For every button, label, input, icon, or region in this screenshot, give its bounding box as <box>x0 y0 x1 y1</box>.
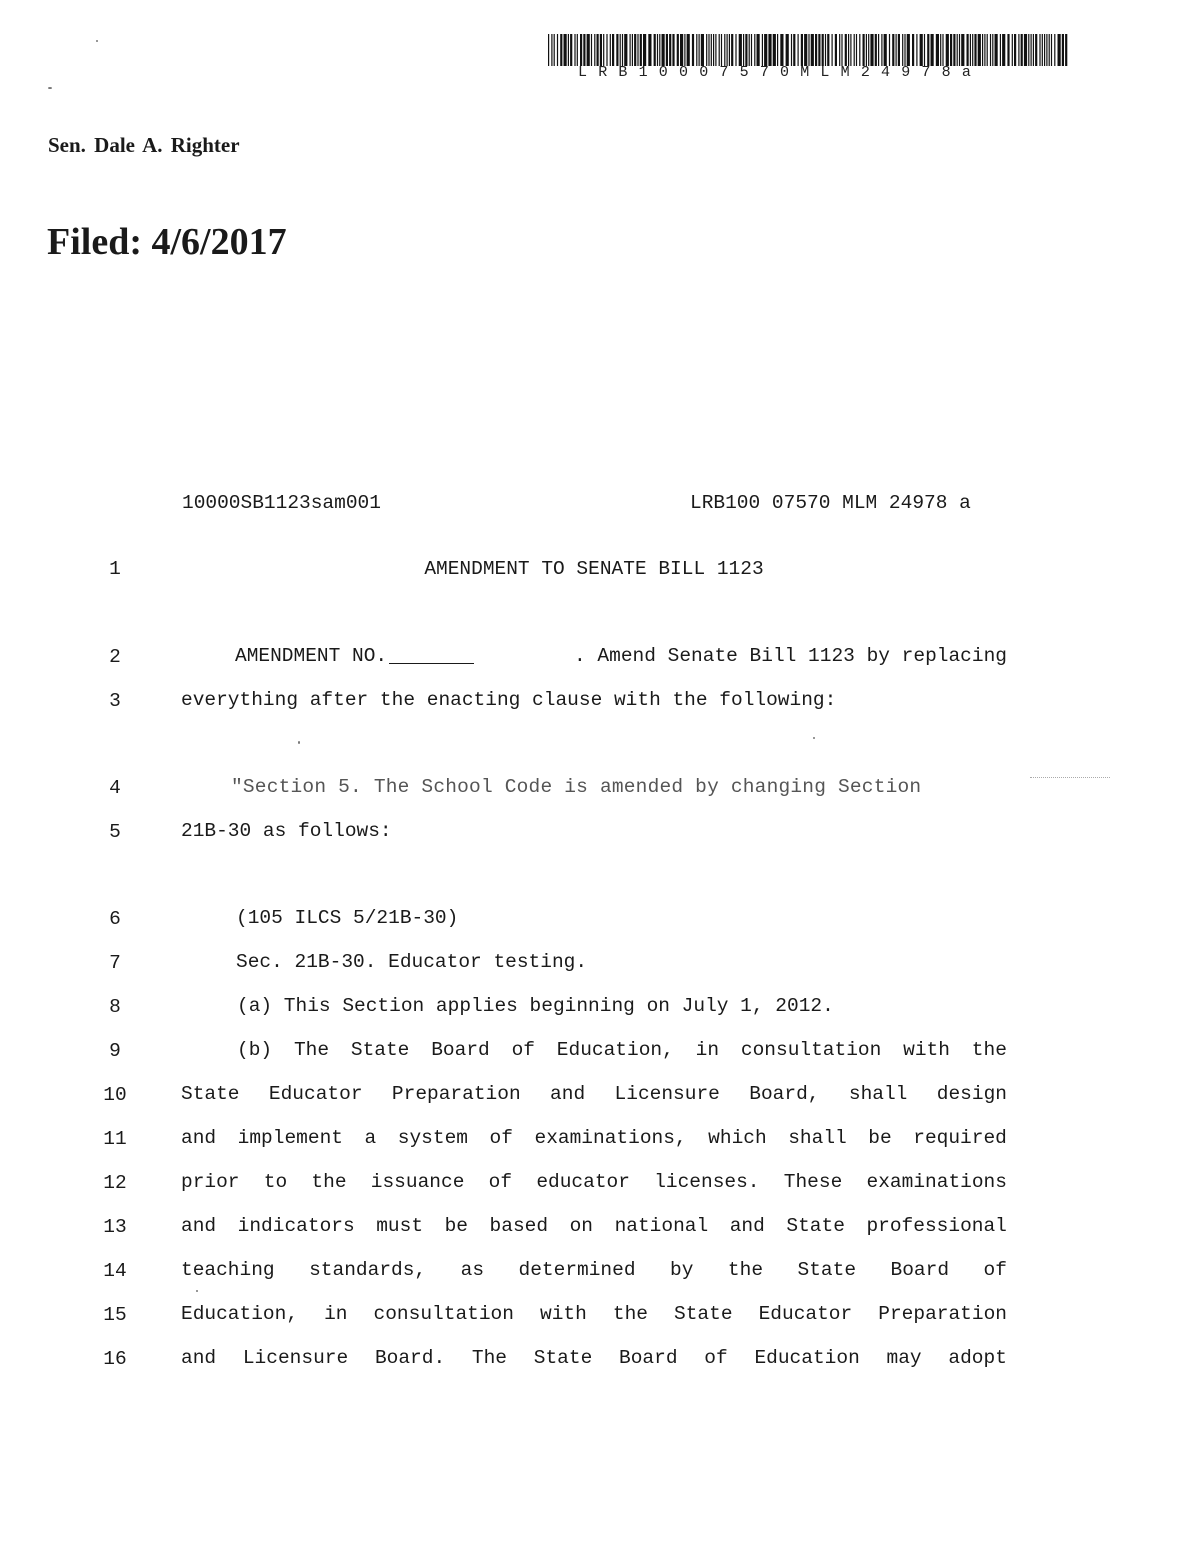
word: in <box>324 1303 348 1325</box>
word: teaching <box>181 1259 275 1281</box>
barcode-bar <box>881 34 882 66</box>
barcode-bar <box>1051 34 1052 66</box>
word: The <box>471 1347 508 1369</box>
barcode-bar <box>751 34 752 66</box>
barcode-bar <box>811 34 814 66</box>
barcode-bar <box>946 34 949 66</box>
barcode-bar <box>659 34 660 66</box>
barcode-bar <box>600 34 602 66</box>
word: with <box>540 1303 587 1325</box>
barcode-bar <box>711 34 712 66</box>
barcode-bar <box>692 34 694 66</box>
barcode-bar <box>648 34 651 66</box>
barcode-bar <box>1044 34 1045 66</box>
barcode-bar <box>564 34 567 66</box>
barcode-bar <box>1035 34 1037 66</box>
barcode-bar <box>657 34 658 66</box>
word: standards, <box>309 1259 427 1281</box>
barcode-bar <box>587 34 590 66</box>
barcode-bar <box>902 34 903 66</box>
section-heading: Sec. 21B-30. Educator testing. <box>236 951 588 973</box>
barcode-bar <box>643 34 646 66</box>
word: Licensure <box>242 1347 349 1369</box>
barcode-bar <box>854 34 855 66</box>
line-number: 5 <box>109 821 121 843</box>
barcode-bar <box>904 34 905 66</box>
barcode-bar <box>603 34 604 66</box>
word: national <box>614 1215 709 1237</box>
barcode-bar <box>804 34 807 66</box>
barcode-bar <box>687 34 690 66</box>
barcode-bar <box>597 34 599 66</box>
barcode-bar <box>729 34 730 66</box>
barcode-bar <box>801 34 803 66</box>
barcode-bar <box>554 34 555 66</box>
barcode-bar <box>884 34 887 66</box>
word: Board <box>431 1039 490 1061</box>
barcode-bar <box>591 34 592 66</box>
scan-speck <box>298 741 300 744</box>
barcode-bar <box>680 34 683 66</box>
barcode-bar <box>780 34 783 66</box>
line-number: 6 <box>109 908 121 930</box>
sponsor-name: Sen. Dale A. Righter <box>48 133 240 157</box>
word: adopt <box>948 1347 1007 1369</box>
word: be <box>444 1215 468 1237</box>
barcode-bar <box>583 34 585 66</box>
barcode-bar <box>931 34 934 66</box>
barcode-bar <box>743 34 744 66</box>
barcode-bar <box>768 34 771 66</box>
barcode-bar <box>1033 34 1034 66</box>
barcode-bar <box>896 34 897 66</box>
barcode-bar <box>757 34 760 66</box>
barcode-bar <box>912 34 914 66</box>
word: issuance <box>370 1171 465 1193</box>
word: by <box>670 1259 694 1281</box>
word: examinations, <box>534 1127 687 1149</box>
barcode-bar <box>754 34 755 66</box>
word: Board, <box>749 1083 820 1105</box>
word: State <box>533 1347 593 1369</box>
word: which <box>708 1127 767 1149</box>
word: shall <box>848 1083 908 1105</box>
barcode-bar <box>570 34 572 66</box>
barcode-bar <box>715 34 716 66</box>
barcode-bar <box>699 34 700 66</box>
barcode-bar <box>1018 34 1019 66</box>
barcode-bar <box>942 34 943 66</box>
barcode-bar <box>1002 34 1005 66</box>
barcode-bar <box>832 34 833 66</box>
barcode-bar <box>708 34 709 66</box>
barcode-bar <box>684 34 685 66</box>
barcode-bar <box>719 34 720 66</box>
barcode-code-text: LRB10007570MLM24978a <box>578 64 983 81</box>
word: Board <box>619 1347 678 1369</box>
barcode-bar <box>798 34 799 66</box>
barcode-bar <box>762 34 763 66</box>
barcode-bar <box>630 34 631 66</box>
barcode-bar <box>793 34 795 66</box>
line-text <box>237 1039 1007 1061</box>
barcode-bar <box>845 34 847 66</box>
word: and <box>181 1347 217 1369</box>
word: professional <box>866 1215 1007 1237</box>
word: required <box>913 1127 1007 1149</box>
barcode-bar <box>696 34 697 66</box>
line-number: 14 <box>103 1260 127 1282</box>
line-number: 4 <box>109 777 121 799</box>
barcode-bar <box>548 34 549 66</box>
barcode-bar <box>907 34 910 66</box>
barcode-bar <box>610 34 611 66</box>
barcode-bar <box>634 34 636 66</box>
line-text: (a) This Section applies beginning on July 1, 2012. <box>237 995 834 1017</box>
word: the <box>612 1303 648 1325</box>
barcode-bar <box>624 34 627 66</box>
barcode-bar <box>791 34 792 66</box>
word: the <box>971 1039 1007 1061</box>
barcode-bar <box>560 34 562 66</box>
barcode-bar <box>1021 34 1023 66</box>
barcode-bar <box>672 34 674 66</box>
word: and <box>729 1215 765 1237</box>
line-text <box>181 1171 1007 1193</box>
barcode <box>548 34 1068 66</box>
word: must <box>376 1215 424 1237</box>
barcode-bar <box>1058 34 1061 66</box>
scan-speck <box>196 1290 198 1292</box>
word: Licensure <box>614 1083 720 1105</box>
line-text <box>181 1215 1007 1237</box>
word: the <box>727 1259 764 1281</box>
barcode-bar <box>749 34 750 66</box>
word: shall <box>788 1127 847 1149</box>
word: Preparation <box>878 1303 1007 1325</box>
word: implement <box>237 1127 343 1149</box>
barcode-bar <box>1062 34 1064 66</box>
barcode-bar <box>827 34 829 66</box>
line-number: 11 <box>103 1128 127 1150</box>
barcode-bar <box>654 34 656 66</box>
barcode-bar <box>713 34 714 66</box>
barcode-bar <box>970 34 971 66</box>
word: and <box>181 1127 217 1149</box>
barcode-bar <box>745 34 747 66</box>
word: State <box>786 1215 845 1237</box>
line-text <box>181 1083 1007 1105</box>
barcode-bar <box>839 34 840 66</box>
word: of <box>983 1259 1007 1281</box>
barcode-bar <box>967 34 969 66</box>
word: Board <box>890 1259 950 1281</box>
barcode-bar <box>574 34 575 66</box>
statute-citation: (105 ILCS 5/21B-30) <box>236 907 459 929</box>
word: State <box>181 1083 240 1105</box>
barcode-bar <box>669 34 671 66</box>
barcode-bar <box>1000 34 1001 66</box>
word: Board. <box>374 1347 446 1369</box>
barcode-bar <box>856 34 857 66</box>
barcode-bar <box>953 34 955 66</box>
barcode-bar <box>666 34 668 66</box>
barcode-bar <box>1007 34 1009 66</box>
barcode-bar <box>777 34 778 66</box>
word: of <box>489 1127 513 1149</box>
barcode-bar <box>850 34 851 66</box>
word: licenses. <box>654 1171 760 1193</box>
barcode-bar <box>577 34 578 66</box>
barcode-bar <box>972 34 973 66</box>
line-number: 10 <box>103 1084 127 1106</box>
word: may <box>886 1347 922 1369</box>
word: Preparation <box>391 1083 521 1105</box>
barcode-bar <box>580 34 582 66</box>
scan-artifact-line <box>1030 777 1110 778</box>
barcode-bar <box>568 34 569 66</box>
barcode-bar <box>875 34 877 66</box>
barcode-bar <box>848 34 849 66</box>
scan-speck <box>48 87 52 89</box>
barcode-bar <box>825 34 826 66</box>
word: These <box>783 1171 843 1193</box>
barcode-bar <box>978 34 981 66</box>
word: State <box>350 1039 410 1061</box>
word: indicators <box>237 1215 355 1237</box>
word: as <box>460 1259 485 1281</box>
word: State <box>797 1259 857 1281</box>
barcode-bar <box>551 34 552 66</box>
barcode-bar <box>594 34 595 66</box>
word: Educator <box>758 1303 853 1325</box>
word: The <box>293 1039 330 1061</box>
word: based <box>489 1215 549 1237</box>
barcode-bar <box>662 34 665 66</box>
line-text <box>181 1347 1007 1369</box>
word: educator <box>536 1171 630 1193</box>
barcode-bar <box>974 34 976 66</box>
word: Educator <box>268 1083 363 1105</box>
word: (b) <box>237 1039 273 1061</box>
line-number: 8 <box>109 996 121 1018</box>
barcode-bar <box>1031 34 1032 66</box>
word: State <box>674 1303 733 1325</box>
barcode-bar <box>727 34 728 66</box>
word: Education <box>754 1347 860 1369</box>
barcode-bar <box>637 34 638 66</box>
barcode-bar <box>1014 34 1016 66</box>
word: on <box>569 1215 594 1237</box>
barcode-bar <box>950 34 952 66</box>
word: with <box>903 1039 950 1061</box>
barcode-bar <box>892 34 894 66</box>
amendment-number-blank <box>389 645 474 664</box>
barcode-bar <box>898 34 900 66</box>
line-number: 12 <box>103 1172 127 1194</box>
barcode-bar <box>924 34 925 66</box>
line-text: "Section 5. The School Code is amended by changing Section <box>231 776 922 798</box>
barcode-bar <box>606 34 607 66</box>
line-text <box>181 1127 1007 1149</box>
barcode-bar <box>640 34 642 66</box>
word: in <box>695 1039 720 1061</box>
barcode-bar <box>786 34 789 66</box>
word: design <box>936 1083 1007 1105</box>
word: of <box>511 1039 535 1061</box>
barcode-bar <box>815 34 817 66</box>
word: system <box>397 1127 468 1149</box>
line-number: 1 <box>109 558 121 580</box>
barcode-bar <box>1049 34 1050 66</box>
word: of <box>488 1171 513 1193</box>
barcode-bar <box>1012 34 1013 66</box>
bill-identifier: 10000SB1123sam001 <box>182 492 381 514</box>
barcode-bar <box>916 34 917 66</box>
barcode-bar <box>622 34 623 66</box>
barcode-bar <box>957 34 958 66</box>
barcode-bar <box>878 34 879 66</box>
amendment-title: AMENDMENT TO SENATE BILL 1123 <box>424 558 764 580</box>
barcode-bar <box>764 34 767 66</box>
barcode-bar <box>866 34 867 66</box>
barcode-bar <box>961 34 964 66</box>
amendment-number-line <box>235 645 1007 667</box>
barcode-bar <box>620 34 621 66</box>
barcode-bar <box>859 34 860 66</box>
barcode-bar <box>735 34 736 66</box>
barcode-bar <box>706 34 707 66</box>
word: consultation <box>740 1039 882 1061</box>
word: and <box>550 1083 586 1105</box>
scan-speck <box>96 40 98 42</box>
barcode-bar <box>557 34 558 66</box>
barcode-bar <box>1024 34 1027 66</box>
word: a <box>364 1127 377 1149</box>
barcode-bar <box>835 34 837 66</box>
amendment-instruction: . Amend Senate Bill 1123 by replacing <box>574 645 1007 667</box>
barcode-bar <box>612 34 614 66</box>
barcode-bar <box>818 34 820 66</box>
barcode-bar <box>1054 34 1055 66</box>
line-text <box>181 1259 1007 1281</box>
barcode-bar <box>863 34 865 66</box>
line-text <box>181 1303 1007 1325</box>
barcode-bar <box>1039 34 1040 66</box>
word: examinations <box>866 1171 1007 1193</box>
amendment-no-label: AMENDMENT NO. <box>235 645 388 667</box>
lrb-identifier: LRB100 07570 MLM 24978 a <box>690 492 971 514</box>
barcode-bar <box>822 34 824 66</box>
barcode-bar <box>1042 34 1043 66</box>
line-number: 15 <box>103 1304 127 1326</box>
line-number: 16 <box>103 1348 127 1370</box>
line-text: everything after the enacting clause with the following: <box>181 689 837 711</box>
line-number: 13 <box>103 1216 127 1238</box>
barcode-bar <box>940 34 941 66</box>
barcode-bar <box>920 34 923 66</box>
filed-date: Filed: 4/6/2017 <box>47 221 287 263</box>
barcode-bar <box>808 34 809 66</box>
barcode-bar <box>677 34 679 66</box>
word: and <box>181 1215 217 1237</box>
barcode-bar <box>992 34 993 66</box>
barcode-bar <box>724 34 725 66</box>
word: to <box>263 1171 288 1193</box>
barcode-bar <box>1046 34 1047 66</box>
barcode-bar <box>773 34 776 66</box>
barcode-bar <box>1028 34 1029 66</box>
barcode-bar <box>982 34 983 66</box>
barcode-bar <box>721 34 722 66</box>
line-text: 21B-30 as follows: <box>181 820 392 842</box>
barcode-bar <box>889 34 890 66</box>
word: Education, <box>181 1303 299 1325</box>
barcode-bar <box>841 34 842 66</box>
barcode-bar <box>616 34 618 66</box>
barcode-bar <box>995 34 998 66</box>
line-number: 2 <box>109 646 121 668</box>
word: prior <box>181 1171 240 1193</box>
barcode-bar <box>1065 34 1067 66</box>
barcode-bar <box>927 34 929 66</box>
word: the <box>311 1171 347 1193</box>
barcode-bar <box>632 34 633 66</box>
word: determined <box>518 1259 636 1281</box>
word: of <box>704 1347 728 1369</box>
line-number: 3 <box>109 690 121 712</box>
word: consultation <box>373 1303 514 1325</box>
barcode-bar <box>731 34 733 66</box>
barcode-bar <box>990 34 991 66</box>
barcode-bar <box>701 34 704 66</box>
barcode-bar <box>987 34 988 66</box>
barcode-bar <box>959 34 960 66</box>
barcode-bar <box>868 34 869 66</box>
barcode-bar <box>739 34 742 66</box>
line-number: 9 <box>109 1040 121 1062</box>
barcode-bar <box>870 34 873 66</box>
scan-speck <box>813 737 815 739</box>
barcode-bar <box>984 34 985 66</box>
line-number: 7 <box>109 952 121 974</box>
word: Education, <box>556 1039 674 1061</box>
word: be <box>868 1127 892 1149</box>
barcode-bar <box>936 34 939 66</box>
